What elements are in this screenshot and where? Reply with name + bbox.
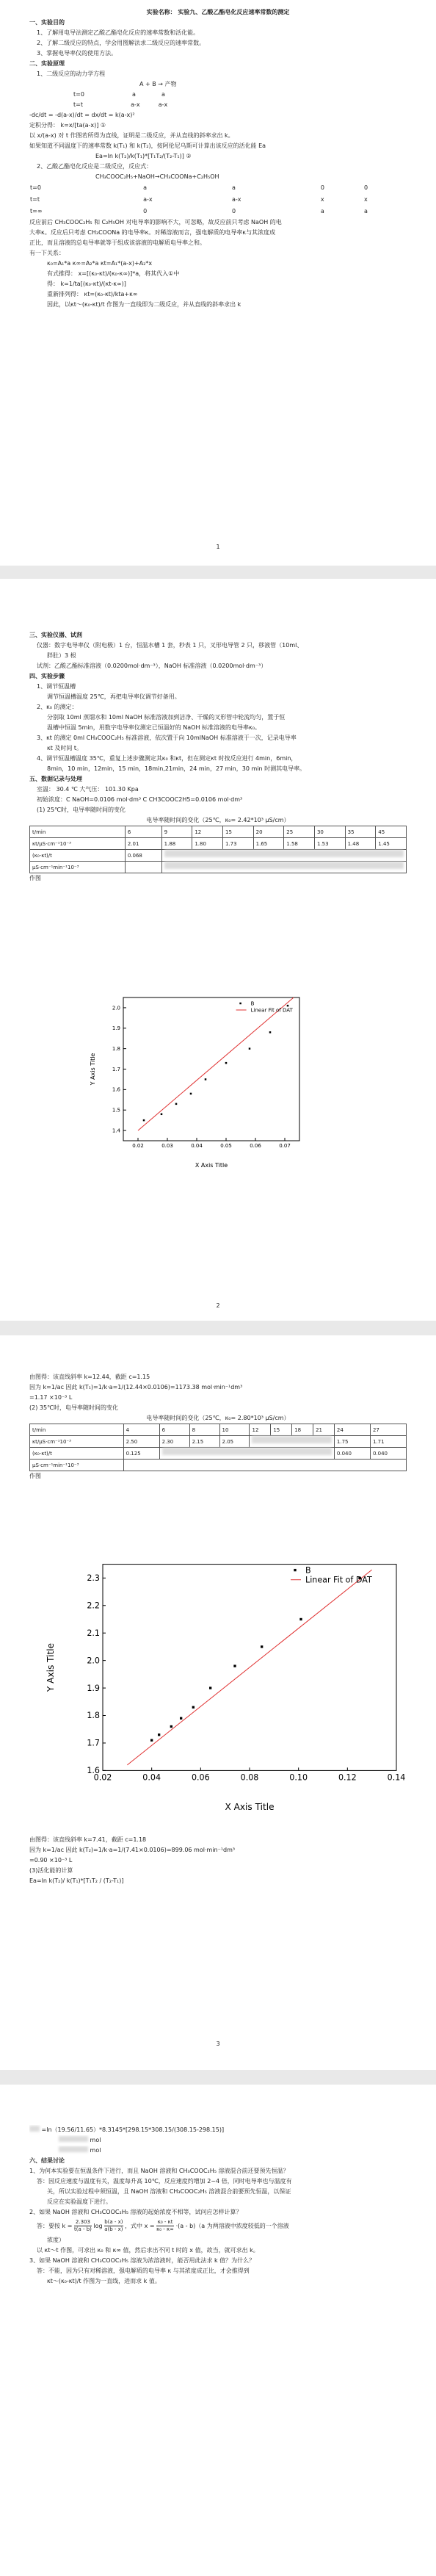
table-cell: μS·cm⁻¹min⁻¹10⁻³ bbox=[30, 862, 126, 873]
numerator: b(a - x) bbox=[104, 2219, 123, 2225]
equation: 重新排列得： κt=(κ₀-κt)/kta+κ∞ bbox=[47, 291, 138, 297]
table-cell: 0.068 bbox=[125, 850, 161, 862]
formula-text: ，式中 x = bbox=[125, 2223, 155, 2229]
list-item: 3、掌握电导率仪的使用方法。 bbox=[37, 50, 117, 57]
data-point bbox=[299, 1618, 302, 1620]
y-axis-label: Y Axis Title bbox=[46, 1642, 57, 1692]
table-cell: 21 bbox=[313, 1424, 335, 1436]
fraction bbox=[74, 2219, 92, 2233]
fraction bbox=[104, 2219, 123, 2233]
paragraph: (2) 35℃时，电导率随时间的变化 bbox=[29, 1404, 119, 1411]
eq-value: a bbox=[132, 91, 136, 98]
legend-label: Linear Fit of DAT bbox=[305, 1575, 372, 1585]
table-cell: 0.040 bbox=[370, 1448, 406, 1460]
x-tick-label: 0.12 bbox=[338, 1772, 357, 1783]
answer: 关，所以实验过程中须恒温，且 NaOH 溶液和 CH₃COOC₂H₅ 溶液混合前要预先恒温，以保证 bbox=[47, 2188, 291, 2195]
table-cell: 1.58 bbox=[284, 838, 315, 850]
table-cell: 0.125 bbox=[123, 1448, 159, 1460]
formula-text: ·(a - b)（a 为两溶液中浓度较低的一个溶液 bbox=[175, 2223, 289, 2229]
table-cell: t=∞ bbox=[30, 208, 43, 214]
table-cell: a-x bbox=[143, 196, 153, 203]
data-point bbox=[205, 1078, 207, 1080]
table-cell: 45 bbox=[376, 826, 407, 838]
y-tick-label: 1.7 bbox=[112, 1066, 120, 1072]
y-tick-label: 1.7 bbox=[87, 1738, 100, 1748]
answer: κt～(κ₀-κt)/t 作图为一直线，进而求 k 值。 bbox=[47, 2278, 161, 2284]
table-cell: t=0 bbox=[30, 184, 41, 191]
table-cell: 27 bbox=[370, 1424, 406, 1436]
x-tick-label: 0.08 bbox=[240, 1772, 259, 1783]
section-heading: 六、结果讨论 bbox=[29, 2157, 65, 2164]
blurred-text bbox=[59, 2146, 88, 2152]
table-cell: 2.01 bbox=[125, 838, 161, 850]
paragraph: 如果知道不同温度下的速率常数 k(T₁) 和 k(T₂)，按阿伦尼乌斯可计算出该反应的活化能 Ea bbox=[29, 142, 266, 149]
eq-value: a-x bbox=[158, 101, 168, 108]
data-point bbox=[249, 1047, 251, 1050]
x-axis-label: X Axis Title bbox=[195, 1162, 228, 1169]
paragraph: 因为 k=1/ac 因此 k(T₂)=1/k·a=1/(7.41×0.0106)=899.06 mol·min⁻¹dm³ bbox=[29, 1847, 236, 1853]
paragraph: 由图得：该直线斜率 k=12.44，截距 c=1.15 bbox=[29, 1374, 150, 1380]
y-tick-label: 2.0 bbox=[87, 1656, 100, 1666]
x-tick-label: 0.06 bbox=[250, 1143, 261, 1149]
paragraph: 温槽中恒温 5min，用数字电导率仪测定已恒温好的 NaOH 标准溶液的电导率κ₀。 bbox=[47, 724, 261, 731]
y-tick-label: 1.8 bbox=[112, 1045, 120, 1052]
y-tick-label: 1.4 bbox=[112, 1128, 120, 1134]
table-cell: 1.45 bbox=[376, 838, 407, 850]
page-2-content bbox=[29, 630, 407, 884]
data-point bbox=[190, 1093, 192, 1095]
table-cell: 0.040 bbox=[334, 1448, 370, 1460]
fit-line bbox=[138, 997, 294, 1130]
denominator: a(b - x) bbox=[104, 2226, 123, 2232]
y-tick-label: 2.1 bbox=[87, 1628, 100, 1638]
table-cell: x bbox=[363, 196, 368, 203]
denominator: κ₀ - κ∞ bbox=[156, 2226, 175, 2232]
paragraph: κt 及时间 t。 bbox=[47, 745, 83, 751]
answer: 反应在实验温度下进行。 bbox=[47, 2198, 112, 2205]
table-cell: t=t bbox=[30, 196, 40, 203]
equation: CH₃COOC₂H₅+NaOH→CH₃COONa+C₂H₅OH bbox=[95, 173, 219, 180]
legend-marker bbox=[239, 1003, 241, 1005]
table-row bbox=[29, 206, 407, 217]
paragraph: 大率κ。反应后只考虑 CH₃COONa 的电导率κ。对稀溶液而言，强电解质的电导率κ与其浓度成 bbox=[29, 229, 276, 236]
blurred-cells bbox=[161, 850, 406, 862]
paragraph: 因为 k=1/ac 因此 k(T₁)=1/k·a=1/(12.44×0.0106)=1173.38 mol·min⁻¹dm³ bbox=[29, 1384, 243, 1390]
section-heading: 三、实验仪器、试剂 bbox=[29, 632, 82, 638]
scatter-chart-25c bbox=[88, 986, 308, 1170]
blurred-cells bbox=[161, 862, 406, 873]
paragraph: 4、调节恒温槽温度 35℃，重复上述步骤测定其κ₀ 和κt，但在测定κt 时按反应进行 4min，6min， bbox=[37, 755, 297, 762]
equation-row bbox=[29, 100, 407, 110]
x-tick-label: 0.05 bbox=[220, 1143, 232, 1149]
table-cell: 12 bbox=[192, 826, 223, 838]
formula-text: 答：要按 k = bbox=[37, 2223, 73, 2229]
paragraph: =0.90 ×10⁻³ L bbox=[29, 1857, 73, 1864]
table-cell: 2.15 bbox=[189, 1436, 219, 1448]
section-heading: 四、实验步骤 bbox=[29, 673, 65, 679]
equation-text: =ln（19.56/11.65）*8.3145*[298.15*308.15/(308.15-298.15)] bbox=[41, 2126, 225, 2133]
table-cell: κt/μS·cm⁻¹10⁻³ bbox=[30, 838, 126, 850]
table-row bbox=[30, 1460, 407, 1471]
paragraph: 1、二级反应的动力学方程 bbox=[37, 71, 106, 77]
list-item: 2、了解二级反应的特点，学会用图解法求二级反应的速率常数。 bbox=[37, 40, 206, 46]
paragraph: 调节恒温槽温度 25℃，再把电导率仪调节好备用。 bbox=[47, 693, 181, 700]
data-point bbox=[192, 1706, 195, 1709]
table-cell: 9 bbox=[161, 826, 192, 838]
table-row bbox=[30, 1436, 407, 1448]
paragraph: 有一下关系： bbox=[29, 250, 65, 256]
table-cell: 35 bbox=[345, 826, 376, 838]
table-cell: t/min bbox=[30, 1424, 124, 1436]
table-cell: a bbox=[143, 184, 147, 191]
table-cell: 2.30 bbox=[159, 1436, 189, 1448]
equation-text: mol bbox=[90, 2137, 101, 2143]
table-cell: 0 bbox=[232, 208, 236, 214]
table-cell: 1.88 bbox=[161, 838, 192, 850]
table-cell: 0 bbox=[143, 208, 148, 214]
table-cell: 6 bbox=[125, 826, 161, 838]
table-cell: 18 bbox=[292, 1424, 313, 1436]
denominator: t(a - b) bbox=[73, 2226, 92, 2232]
table-cell: 0 bbox=[363, 184, 368, 191]
answer: 答：因反应速度与温度有关，温度每升高 10℃，反应速度约增加 2~4 倍，同时电导率也与温度有 bbox=[37, 2178, 292, 2184]
report-title: 实验名称： 实验九、乙酸乙酯皂化反应速率常数的测定 bbox=[146, 9, 290, 15]
table-row bbox=[30, 1448, 407, 1460]
numerator: 2.303 bbox=[75, 2219, 90, 2225]
paragraph: 3、κt 的测定 0ml CH₃COOC₂H₅ 标准溶液，依次置于向 10mlNaOH 标准溶液于一次，记录电导率 bbox=[37, 735, 297, 741]
equation: κ₀=A₁*a κ∞=A₂*a κt=A₁*(a-x)+A₂*x bbox=[47, 260, 153, 267]
blurred-cells bbox=[159, 1448, 334, 1460]
figure-label: 作图 bbox=[29, 1473, 41, 1479]
data-point bbox=[261, 1645, 263, 1648]
paragraph: 室温： 30.4 ℃ 大气压： 101.30 Kpa bbox=[37, 786, 139, 793]
page-3-content bbox=[29, 1372, 407, 1482]
eq-label: t=0 bbox=[73, 91, 84, 98]
table-cell: 1.73 bbox=[222, 838, 253, 850]
data-point bbox=[233, 1664, 236, 1667]
table-caption: 电导率随时间的变化（25℃，κ₀= 2.80*10³ μS/cm） bbox=[146, 1415, 290, 1421]
table-cell: 0 bbox=[320, 184, 325, 191]
x-axis-label: X Axis Title bbox=[225, 1802, 275, 1812]
table-cell: (κ₀-κt)/t bbox=[30, 850, 126, 862]
y-tick-label: 1.5 bbox=[112, 1107, 120, 1114]
fit-line bbox=[127, 1570, 371, 1765]
table-cell bbox=[125, 862, 161, 873]
table-row bbox=[30, 826, 407, 838]
table-cell: 24 bbox=[334, 1424, 370, 1436]
table-cell: a bbox=[363, 208, 368, 214]
equation-row bbox=[29, 90, 407, 100]
data-point bbox=[170, 1725, 172, 1728]
page-3 bbox=[0, 1335, 436, 2070]
y-tick-label: 1.6 bbox=[112, 1086, 120, 1093]
section-heading: 五、数据记录与处理 bbox=[29, 776, 82, 782]
equation: 定积分得： k=x/[ta(a-x)] ① bbox=[29, 122, 106, 129]
page-1 bbox=[0, 0, 436, 566]
paragraph: (3)活化能的计算 bbox=[29, 1867, 73, 1874]
data-point bbox=[143, 1119, 145, 1122]
data-point bbox=[269, 1031, 272, 1033]
data-point bbox=[158, 1733, 160, 1736]
data-point bbox=[287, 1005, 289, 1007]
y-tick-label: 1.9 bbox=[112, 1025, 120, 1032]
table-cell: a bbox=[320, 208, 324, 214]
answer: 答：不能，因为只有对稀溶液，强电解质的电导率 κ 与其浓度成正比，才会推得到 bbox=[37, 2267, 250, 2274]
blurred-text bbox=[59, 2136, 88, 2142]
x-tick-label: 0.02 bbox=[93, 1772, 112, 1783]
equation: Ea=ln k(T₂)/k(T₁)*[T₁T₂/(T₂-T₁)] ② bbox=[95, 153, 192, 159]
table-cell: 20 bbox=[253, 826, 284, 838]
table-cell: 4 bbox=[123, 1424, 159, 1436]
table-cell: x bbox=[320, 196, 324, 203]
x-tick-label: 0.14 bbox=[387, 1772, 406, 1783]
table-cell: 1.71 bbox=[370, 1436, 406, 1448]
paragraph: 8min，10 min，12min，15 min，18min,21min，24 min，27 min，30 min 时测其电导率。 bbox=[47, 765, 306, 772]
table-row bbox=[30, 1424, 407, 1436]
table-caption: 电导率随时间的变化（25℃，κ₀= 2.42*10³ μS/cm） bbox=[146, 817, 290, 823]
question: 3、如果 NaOH 溶液和 CH₃COOC₂H₅ 溶液为浓溶液时，能否用此法求 k 值？为什么？ bbox=[29, 2257, 255, 2264]
paragraph: (1) 25℃时，电导率随时间的变化 bbox=[37, 807, 126, 813]
table-cell: 15 bbox=[271, 1424, 292, 1436]
blurred-cells bbox=[250, 1436, 334, 1448]
table-cell: κt/μS·cm⁻¹10⁻³ bbox=[30, 1436, 124, 1448]
table-cell: 25 bbox=[284, 826, 315, 838]
y-tick-label: 2.3 bbox=[87, 1573, 100, 1584]
answer-formula bbox=[29, 2218, 407, 2235]
x-tick-label: 0.07 bbox=[279, 1143, 291, 1149]
paragraph: 因此，以κt～(κ₀-κt)/t 作图为一直线即为二级反应，并从直线的斜率求出 k bbox=[47, 301, 241, 308]
formula-text: log bbox=[93, 2223, 103, 2229]
equation: A + B → 产物 bbox=[139, 81, 177, 87]
table-cell: 1.75 bbox=[334, 1436, 370, 1448]
x-tick-label: 0.03 bbox=[161, 1143, 173, 1149]
blurred-text bbox=[29, 2126, 40, 2132]
paragraph: 以 x/(a-x) 对 t 作图若所得为直线，证明是二级反应，并从直线的斜率求出 k。 bbox=[29, 132, 234, 139]
table-cell: 1.53 bbox=[314, 838, 345, 850]
table-cell: 1.80 bbox=[192, 838, 223, 850]
paragraph: =1.17 ×10⁻³ L bbox=[29, 1394, 73, 1401]
x-tick-label: 0.04 bbox=[191, 1143, 203, 1149]
table-cell: μS·cm⁻¹min⁻¹10⁻³ bbox=[30, 1460, 124, 1471]
equation: 得： k=1/ta[(κ₀-κt)/(κt-κ∞)] bbox=[47, 281, 126, 287]
paragraph: 正比，而且溶液的总电导率就等于组成该溶液的电解质电导率之和。 bbox=[29, 239, 206, 246]
equation: 有式推得： x=[(κ₀-κt)/(κ₀-κ∞)]*a，将其代入①中 bbox=[47, 270, 180, 277]
legend-label: B bbox=[250, 1000, 255, 1007]
table-row bbox=[30, 862, 407, 873]
paragraph: 2、乙酸乙酯皂化反应是二级反应，反应式： bbox=[37, 163, 153, 170]
table-cell: 1.48 bbox=[345, 838, 376, 850]
page-3-content-lower bbox=[29, 1835, 407, 1886]
eq-label: t=t bbox=[73, 101, 83, 108]
question: 2、如果 NaOH 溶液和 CH₃COOC₂H₅ 溶液的起始浓度不相等，试问应怎样计算？ bbox=[29, 2209, 242, 2215]
legend-marker bbox=[294, 1569, 296, 1571]
data-table-35c bbox=[29, 1424, 407, 1471]
table-cell: 12 bbox=[250, 1424, 271, 1436]
answer: 浓度） bbox=[47, 2237, 65, 2243]
x-tick-label: 0.02 bbox=[132, 1143, 144, 1149]
table-row bbox=[29, 194, 407, 206]
paragraph: 试剂：乙酸乙酯标准溶液（0.0200mol·dm⁻³），NaOH 标准溶液（0.0200mol·dm⁻³） bbox=[37, 663, 267, 669]
x-tick-label: 0.10 bbox=[289, 1772, 308, 1783]
table-row bbox=[30, 838, 407, 850]
table-cell: 2.50 bbox=[123, 1436, 159, 1448]
plot-frame bbox=[123, 997, 299, 1141]
y-tick-label: 2.0 bbox=[112, 1005, 120, 1011]
page-4-content bbox=[29, 2125, 407, 2287]
table-cell: 30 bbox=[314, 826, 345, 838]
equation bbox=[29, 2135, 407, 2146]
table-cell bbox=[123, 1460, 406, 1471]
paragraph: 初始浓度：C NaOH=0.0106 mol·dm³ C CH3COOC2H5=0.0106 mol·dm³ bbox=[37, 796, 243, 803]
data-point bbox=[161, 1114, 163, 1116]
table-cell: 10 bbox=[219, 1424, 250, 1436]
x-tick-label: 0.06 bbox=[191, 1772, 210, 1783]
page-number: 3 bbox=[216, 2041, 220, 2047]
paragraph: 分别取 10ml 蒸馏水和 10ml NaOH 标准溶液加到洁净、干燥的叉形管中轮流均匀，置于恒 bbox=[47, 714, 286, 721]
figure-label: 作图 bbox=[29, 875, 41, 881]
table-cell: 8 bbox=[189, 1424, 219, 1436]
equation-text: mol bbox=[90, 2147, 101, 2154]
data-point bbox=[175, 1103, 178, 1105]
data-table-25c bbox=[29, 826, 407, 873]
y-tick-label: 1.6 bbox=[87, 1766, 100, 1776]
table-cell: 2.05 bbox=[219, 1436, 250, 1448]
question: 1、为何本实验要在恒温条件下进行，而且 NaOH 溶液和 CH₃COOC₂H₅ 溶液混合前还要预先恒温？ bbox=[29, 2168, 289, 2174]
numerator: κ₀ - κt bbox=[157, 2219, 173, 2225]
equation bbox=[29, 2125, 407, 2135]
table-cell: (κ₀-κt)/t bbox=[30, 1448, 124, 1460]
table-cell: 6 bbox=[159, 1424, 189, 1436]
table-cell: a-x bbox=[232, 196, 241, 203]
paragraph: 2、κ₀ 的测定： bbox=[37, 704, 78, 710]
page-4 bbox=[0, 2085, 436, 2576]
page-1-content bbox=[29, 7, 407, 310]
equation bbox=[29, 2146, 407, 2156]
data-point bbox=[225, 1062, 228, 1064]
data-point bbox=[180, 1717, 182, 1720]
legend-label: Linear Fit of DAT bbox=[250, 1007, 293, 1014]
table-cell: 1.65 bbox=[253, 838, 284, 850]
page-number: 2 bbox=[216, 1302, 220, 1309]
paragraph: 仪器：数字电导率仪（附电极）1 台，恒温水槽 1 套，秒表 1 只，叉形电导管 2 只，移液管（10ml、 bbox=[37, 642, 303, 649]
eq-value: a-x bbox=[131, 101, 140, 108]
fraction bbox=[156, 2219, 174, 2233]
y-tick-label: 2.2 bbox=[87, 1601, 100, 1611]
data-point bbox=[150, 1739, 153, 1742]
y-tick-label: 1.8 bbox=[87, 1711, 100, 1721]
list-item: 1、了解用电导法测定乙酸乙酯皂化反应的速率常数和活化能。 bbox=[37, 29, 200, 36]
legend-label: B bbox=[305, 1565, 311, 1576]
scatter-chart-35c bbox=[44, 1548, 411, 1813]
table-cell: t/min bbox=[30, 826, 126, 838]
paragraph: 胖肚）3 根 bbox=[47, 652, 76, 659]
data-point bbox=[209, 1686, 211, 1689]
paragraph: 由图得：该直线斜率 k=7.41，截距 c=1.18 bbox=[29, 1836, 147, 1843]
table-cell: a bbox=[232, 184, 236, 191]
table-row bbox=[29, 182, 407, 194]
table-cell: 15 bbox=[222, 826, 253, 838]
section-heading: 一、实验目的 bbox=[29, 19, 65, 26]
page-number: 1 bbox=[216, 544, 220, 550]
reaction-table bbox=[29, 182, 407, 217]
equation: Ea=ln k(T₂)/ k(T₁)*[T₁T₂ / (T₂-T₁)] bbox=[29, 1877, 124, 1884]
x-tick-label: 0.04 bbox=[142, 1772, 161, 1783]
page-2 bbox=[0, 579, 436, 1321]
section-heading: 二、实验原理 bbox=[29, 60, 65, 67]
equation: -dc/dt = -d(a-x)/dt = dx/dt = k(a-x)² bbox=[29, 112, 135, 118]
paragraph: 1、调节恒温槽 bbox=[37, 683, 76, 690]
paragraph: 反应前后 CH₃COOC₂H₅ 和 C₂H₅OH 对电导率的影响不大，可忽略，故反应前只考虑 NaOH 的电 bbox=[29, 219, 282, 226]
eq-value: a bbox=[161, 91, 165, 98]
y-tick-label: 1.9 bbox=[87, 1683, 100, 1693]
y-axis-label: Y Axis Title bbox=[90, 1053, 96, 1086]
answer: 以 κt～t 作图，可求出 κ₀ 和 κ∞ 值，然后求出不同 t 时的 x 值，故当，就可求出 k。 bbox=[37, 2247, 259, 2254]
table-row bbox=[30, 850, 407, 862]
